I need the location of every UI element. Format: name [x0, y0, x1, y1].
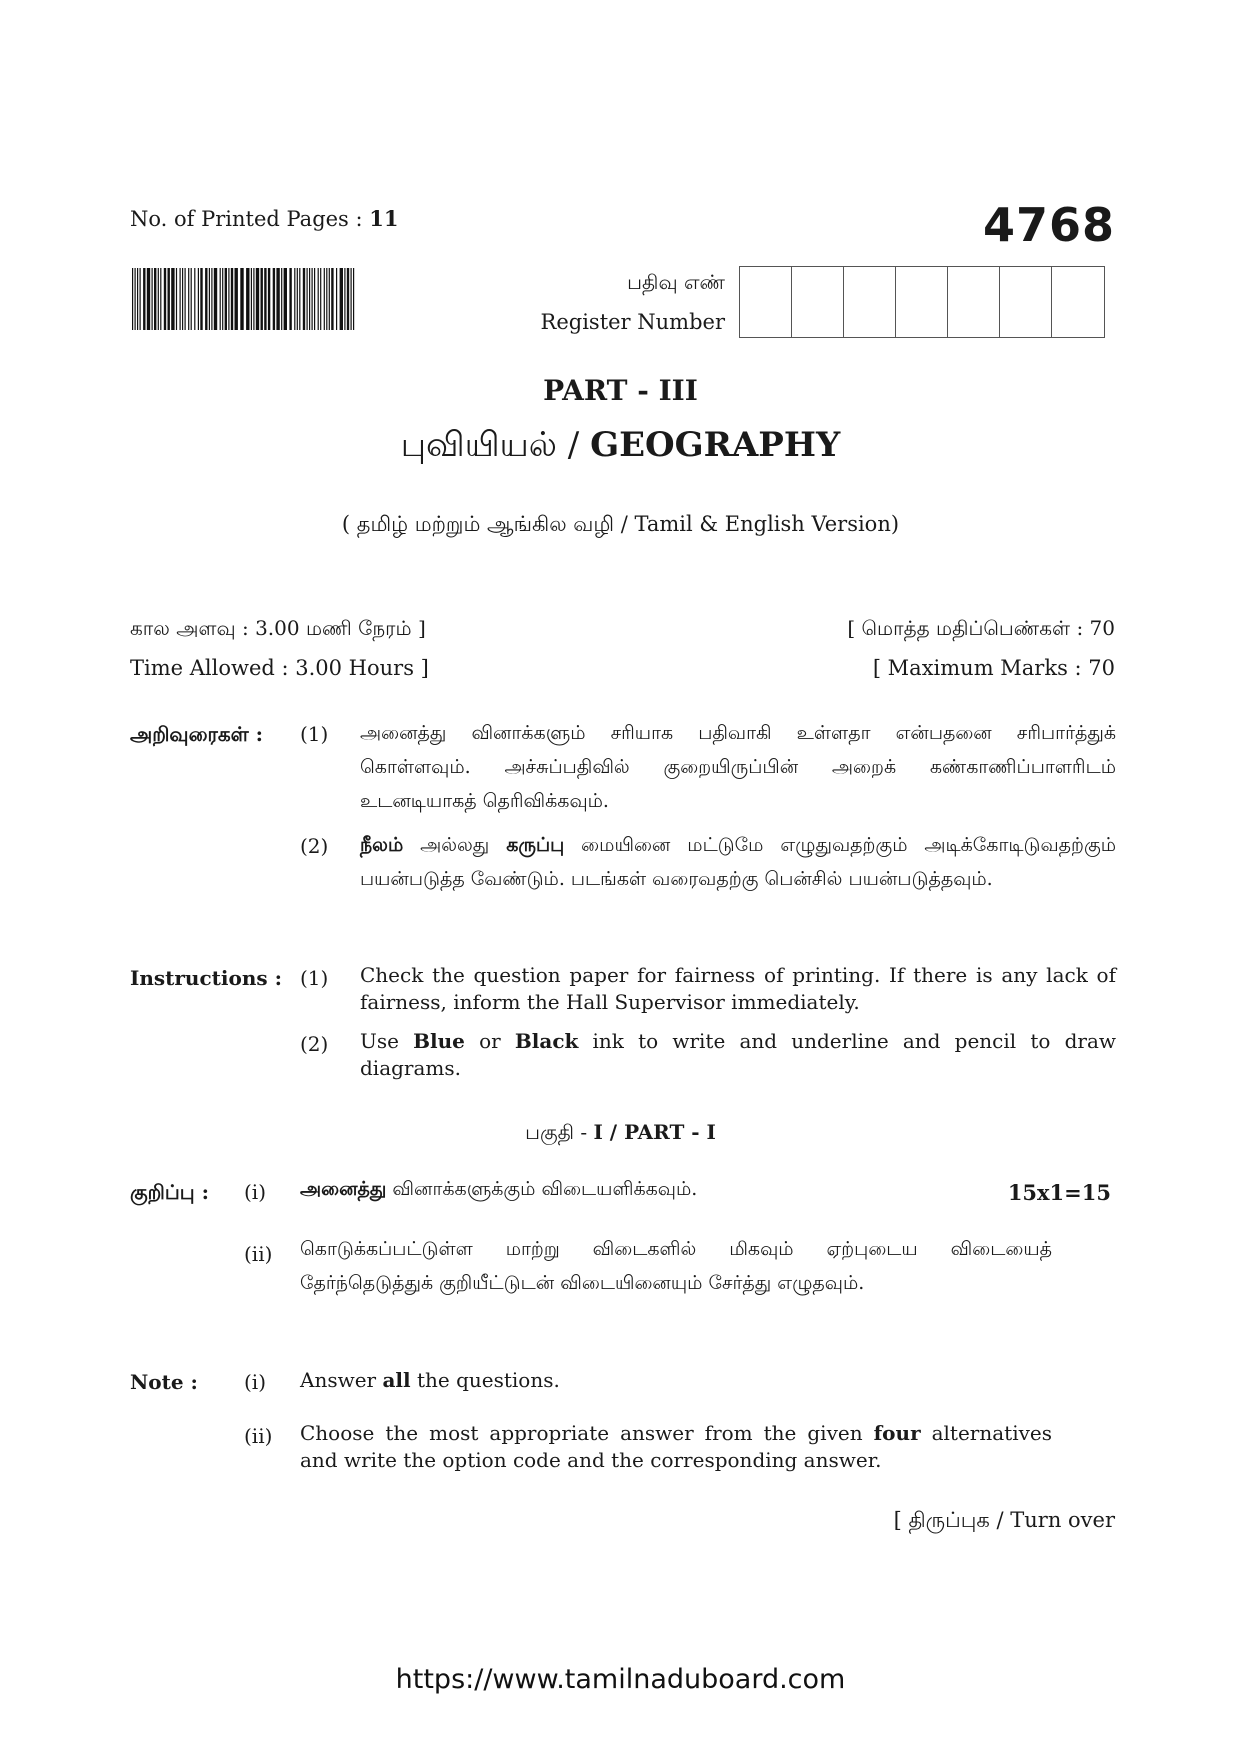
turn-over-label: [ திருப்புக / Turn over [893, 1508, 1115, 1532]
barcode-bar [200, 268, 202, 330]
barcode-bar [222, 268, 223, 330]
barcode-bar [240, 268, 243, 330]
barcode-bar [261, 268, 263, 330]
note-tamil-2: கொடுக்கப்பட்டுள்ள மாற்று விடைகளில் மிகவும் ஏற்புடைய விடையைத் தேர்ந்தெடுத்துக் குறியீட்டுடன் விடையினையும் சேர்த்து எழுதவும். [300, 1238, 1052, 1294]
section-heading-tamil: பகுதி - [525, 1120, 594, 1144]
barcode-bar [152, 268, 153, 330]
ink-blue: Blue [413, 1029, 465, 1053]
time-allowed-tamil: கால அளவு : 3.00 மணி நேரம் ] [130, 616, 426, 640]
barcode-bar [340, 268, 343, 330]
barcode-bar [351, 268, 352, 330]
barcode-bar [303, 268, 305, 330]
barcode-bar [309, 268, 310, 330]
printed-pages-value: 11 [369, 206, 399, 231]
barcode-bar [185, 268, 186, 330]
barcode-bar [297, 268, 298, 330]
printed-pages-count [130, 206, 399, 231]
note-text: Answer [300, 1368, 383, 1392]
barcode-bar [312, 268, 313, 330]
section-heading-english: I / PART - I [593, 1120, 716, 1144]
barcode-bar [214, 268, 217, 330]
maximum-marks-tamil: [ மொத்த மதிப்பெண்கள் : 70 [847, 616, 1115, 640]
barcode-bar [132, 268, 133, 330]
barcode-bar [326, 268, 327, 330]
instructions-tamil-label: அறிவுரைகள் : [130, 722, 264, 746]
barcode-bar [281, 268, 282, 330]
note-text: the questions. [410, 1368, 560, 1392]
note-number: (i) [244, 1180, 267, 1204]
barcode-bar [209, 268, 210, 330]
ink-black-tamil: கருப்பு [506, 834, 565, 856]
paper-code: 4768 [982, 198, 1115, 252]
barcode-bar [276, 268, 279, 330]
note-tamil-label: குறிப்பு : [130, 1180, 209, 1204]
barcode-bar [160, 268, 161, 330]
barcode-bar [284, 268, 287, 330]
barcode-bar [246, 268, 249, 330]
barcode-bar [344, 268, 345, 330]
instruction-number: (2) [300, 1032, 329, 1056]
instruction-number: (1) [300, 966, 329, 990]
register-digit-box[interactable] [740, 267, 792, 337]
subject-title [0, 425, 1241, 469]
barcode-bar [314, 268, 315, 330]
barcode-bar [188, 268, 189, 330]
barcode-bar [205, 268, 207, 330]
barcode-bar [268, 268, 270, 330]
barcode-bar [318, 268, 319, 330]
barcode-bar [353, 268, 354, 330]
barcode-bar [336, 268, 337, 330]
note-text: alternatives and write the option code and the corresponding answer. [300, 1421, 1052, 1472]
register-number-label-tamil: பதிவு எண் [627, 270, 725, 294]
barcode-bar [182, 268, 183, 330]
register-digit-box[interactable] [896, 267, 948, 337]
barcode-bar [331, 268, 333, 330]
instruction-english-1: Check the question paper for fairness of printing. If there is any lack of fairness, inform the Hall Supervisor immediately. [360, 963, 1116, 1014]
marks-scheme: 15x1=15 [1007, 1180, 1111, 1205]
register-digit-box[interactable] [792, 267, 844, 337]
note-label: Note : [130, 1370, 198, 1394]
instruction-text: ink to write and underline and pencil to draw diagrams. [360, 1029, 1116, 1080]
time-allowed: Time Allowed : 3.00 Hours ] [130, 656, 429, 680]
barcode-bar [154, 268, 156, 330]
barcode-bar [253, 268, 254, 330]
barcode-image [132, 268, 358, 330]
instructions-label: Instructions : [130, 966, 282, 990]
part-title: PART - III [543, 374, 698, 407]
barcode-bar [194, 268, 195, 330]
instruction-tamil-1: அனைத்து வினாக்களும் சரியாக பதிவாகி உள்ளதா என்பதனை சரிபார்த்துக் கொள்ளவும். அச்சுப்பதிவில் குறையிருப்பின் அறைக் கண்காணிப்பாளரிடம் உடனடியாகத் தெரிவிக்கவும். [360, 722, 1116, 812]
instruction-tamil-2 [360, 828, 1116, 896]
barcode-bar [251, 268, 252, 330]
note-number: (ii) [244, 1242, 273, 1266]
instruction-number: (1) [300, 722, 329, 746]
barcode-bar [294, 268, 295, 330]
barcode-bar [176, 268, 177, 330]
note-text: வினாக்களுக்கும் விடையளிக்கவும். [386, 1178, 698, 1200]
maximum-marks: [ Maximum Marks : 70 [872, 656, 1115, 680]
note-number: (ii) [244, 1424, 273, 1448]
barcode-bar [211, 268, 212, 330]
barcode-bar [180, 268, 181, 330]
register-number-label: Register Number [540, 310, 725, 334]
printed-pages-label: No. of Printed Pages : [130, 207, 363, 231]
footer-url-link[interactable]: https://www.tamilnaduboard.com [395, 1664, 846, 1695]
barcode-bar [264, 268, 266, 330]
register-digit-box[interactable] [948, 267, 1000, 337]
register-digit-box[interactable] [1052, 267, 1104, 337]
note-tamil-emphasis: அனைத்து [300, 1178, 387, 1200]
ink-blue-tamil: நீலம் [360, 834, 404, 856]
note-tamil-1 [300, 1178, 697, 1203]
register-digit-box[interactable] [844, 267, 896, 337]
barcode-bar [147, 268, 150, 330]
ink-black: Black [514, 1029, 579, 1053]
barcode-bar [299, 268, 300, 330]
barcode-bar [289, 268, 291, 330]
barcode-bar [329, 268, 330, 330]
instruction-text: அல்லது [403, 834, 507, 856]
barcode-bar [140, 268, 141, 330]
subject-title-english: GEOGRAPHY [590, 425, 841, 465]
barcode-bar [228, 268, 229, 330]
register-digit-box[interactable] [1000, 267, 1052, 337]
medium-version: ( தமிழ் மற்றும் ஆங்கில வழி / Tamil & English Version) [341, 512, 900, 536]
instruction-text: or [464, 1029, 515, 1053]
barcode-bar [256, 268, 259, 330]
instruction-text: மையினை மட்டுமே எழுதுவதற்கும் அடிக்கோடிடுவதற்கும் பயன்படுத்த வேண்டும். படங்கள் வரைவதற்கு பென்சில் பயன்படுத்தவும். [360, 834, 1117, 890]
instruction-english-2 [360, 1028, 1116, 1082]
barcode-bar [143, 268, 145, 330]
barcode-bar [198, 268, 199, 330]
barcode-bar [158, 268, 159, 330]
barcode-bar [273, 268, 275, 330]
section-heading [0, 1120, 1241, 1147]
barcode-bar [191, 268, 192, 330]
barcode-bar [137, 268, 138, 330]
note-english-2 [300, 1420, 1052, 1474]
barcode-bar [220, 268, 221, 330]
instruction-number: (2) [300, 834, 329, 858]
register-number-boxes[interactable] [739, 266, 1105, 338]
barcode-bar [164, 268, 166, 330]
note-emphasis-four: four [873, 1421, 921, 1445]
barcode-bar [324, 268, 325, 330]
note-number: (i) [244, 1370, 267, 1394]
barcode-bar [320, 268, 321, 330]
note-text: Choose the most appropriate answer from the given [300, 1421, 874, 1445]
subject-title-tamil: புவியியல் / [400, 425, 591, 465]
note-emphasis-all: all [382, 1368, 411, 1392]
barcode-bar [231, 268, 233, 330]
barcode-bar [225, 268, 227, 330]
note-english-1 [300, 1368, 560, 1392]
barcode-bar [135, 268, 136, 330]
barcode-bar [307, 268, 308, 330]
barcode-bar [235, 268, 238, 330]
barcode-bar [168, 268, 170, 330]
instruction-text: Use [360, 1029, 414, 1053]
barcode-bar [347, 268, 349, 330]
barcode-bar [171, 268, 174, 330]
